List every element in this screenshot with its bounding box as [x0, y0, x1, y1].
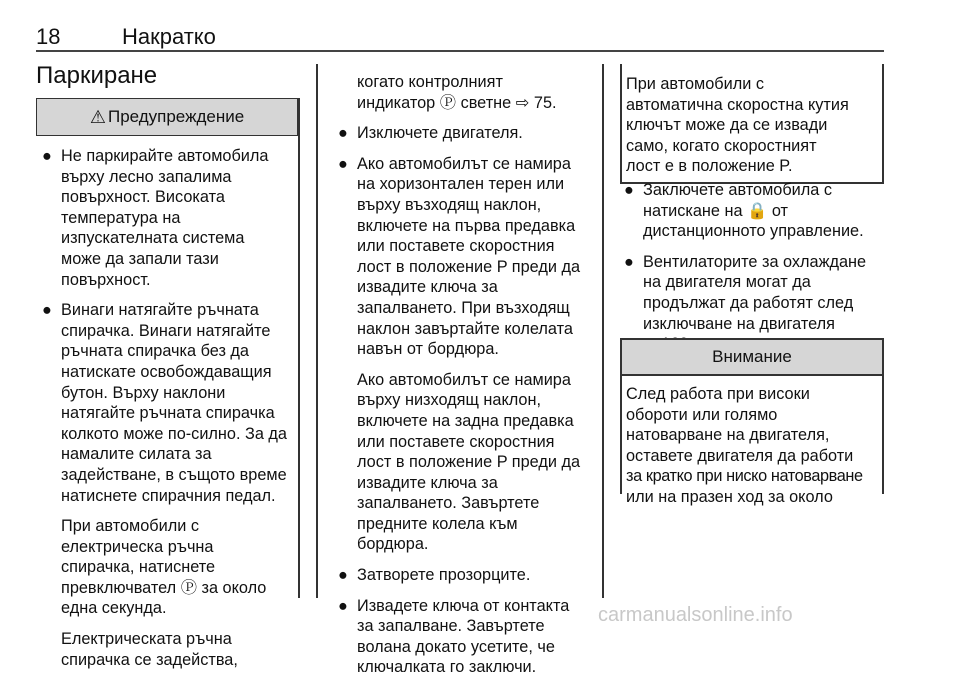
caution-text: След работа при високи обороти или голямо натоварване на двигателя, оставете двигателя да работи за кратко при ниско натоварване или на празен ход за около	[626, 385, 863, 506]
section-title: Паркиране	[36, 62, 158, 89]
continued-text: когато контролният индикатор Ⓟ светне ⇨ 75.	[357, 73, 557, 112]
warning-bullet: ● Не паркирайте автомобила върху лесно запалима повърхност. Високата температура на изпускателната система може да запали тази повърхност.	[42, 147, 269, 289]
note-text: При автомобили с автоматична скоростна кутия ключът може да се извади само, когато скоростният лост е в положение P.	[626, 75, 849, 176]
list-item: ● Заключете автомобила с натискане на 🔒 от дистанционното управление.	[624, 181, 864, 241]
bullet-icon: ●	[42, 147, 52, 165]
warning-title: Предупреждение	[107, 107, 245, 126]
header-rule	[36, 50, 884, 52]
page-number: 18	[36, 24, 61, 49]
bullet-icon: ●	[338, 154, 348, 173]
bullet-icon: ●	[42, 301, 52, 320]
chapter-title: Накратко	[122, 24, 216, 49]
bullet-icon: ●	[624, 181, 634, 199]
list-item: ● Изключете двигателя.	[338, 124, 523, 143]
column-divider	[602, 64, 604, 598]
bullet-icon: ●	[338, 566, 348, 585]
bullet-icon: ●	[624, 252, 634, 271]
warning-bullet: ● Винаги натягайте ръчната спирачка. Винаги натягайте ръчната спирачка без да натискате освобождаващия бутон. Върху наклони натягайте ръчната спирачка колкото може по-силно. За да намалите силата за задействане, в същото време натиснете спирачния педал. При автомобили с електрическа ръчна спирачка, натиснете превключвател Ⓟ за около една секунда. Електрическата ръчна спирачка се задейства,	[42, 301, 287, 669]
list-item: ● Извадете ключа от контакта за запалване. Завъртете волана докато усетите, че ключалката го заключи.	[338, 596, 570, 677]
column-divider	[316, 64, 318, 598]
warning-triangle-icon: ⚠	[89, 106, 106, 127]
bullet-icon: ●	[338, 596, 348, 615]
column-divider	[298, 98, 300, 598]
watermark: carmanualsonline.info	[598, 604, 793, 626]
list-item: ● Ако автомобилът се намира на хоризонтален терен или върху възходящ наклон, включете на първа предавка или поставете скоростния лост в положение P преди да извадите ключа за запалването. При възходящ наклон завъртайте колелата навън от бордюра. Ако автомобилът се намира върху низходящ наклон, включете на задна предавка или поставете скоростния лост в положение P преди да извадите ключа за запалването. Завъртете предните колела към бордюра.	[338, 154, 581, 554]
caution-header	[620, 338, 884, 376]
middle-column	[334, 72, 602, 678]
list-item: ● Вентилаторите за охлаждане на двигателя могат да продължат да работят след изключване на двигателя	[624, 252, 867, 333]
caution-title: Внимание	[712, 347, 792, 366]
bullet-icon: ●	[338, 124, 348, 143]
list-item: ● Затворете прозорците.	[338, 566, 531, 585]
right-column-list	[620, 180, 884, 355]
warning-header	[36, 98, 298, 136]
warning-body	[38, 146, 298, 670]
